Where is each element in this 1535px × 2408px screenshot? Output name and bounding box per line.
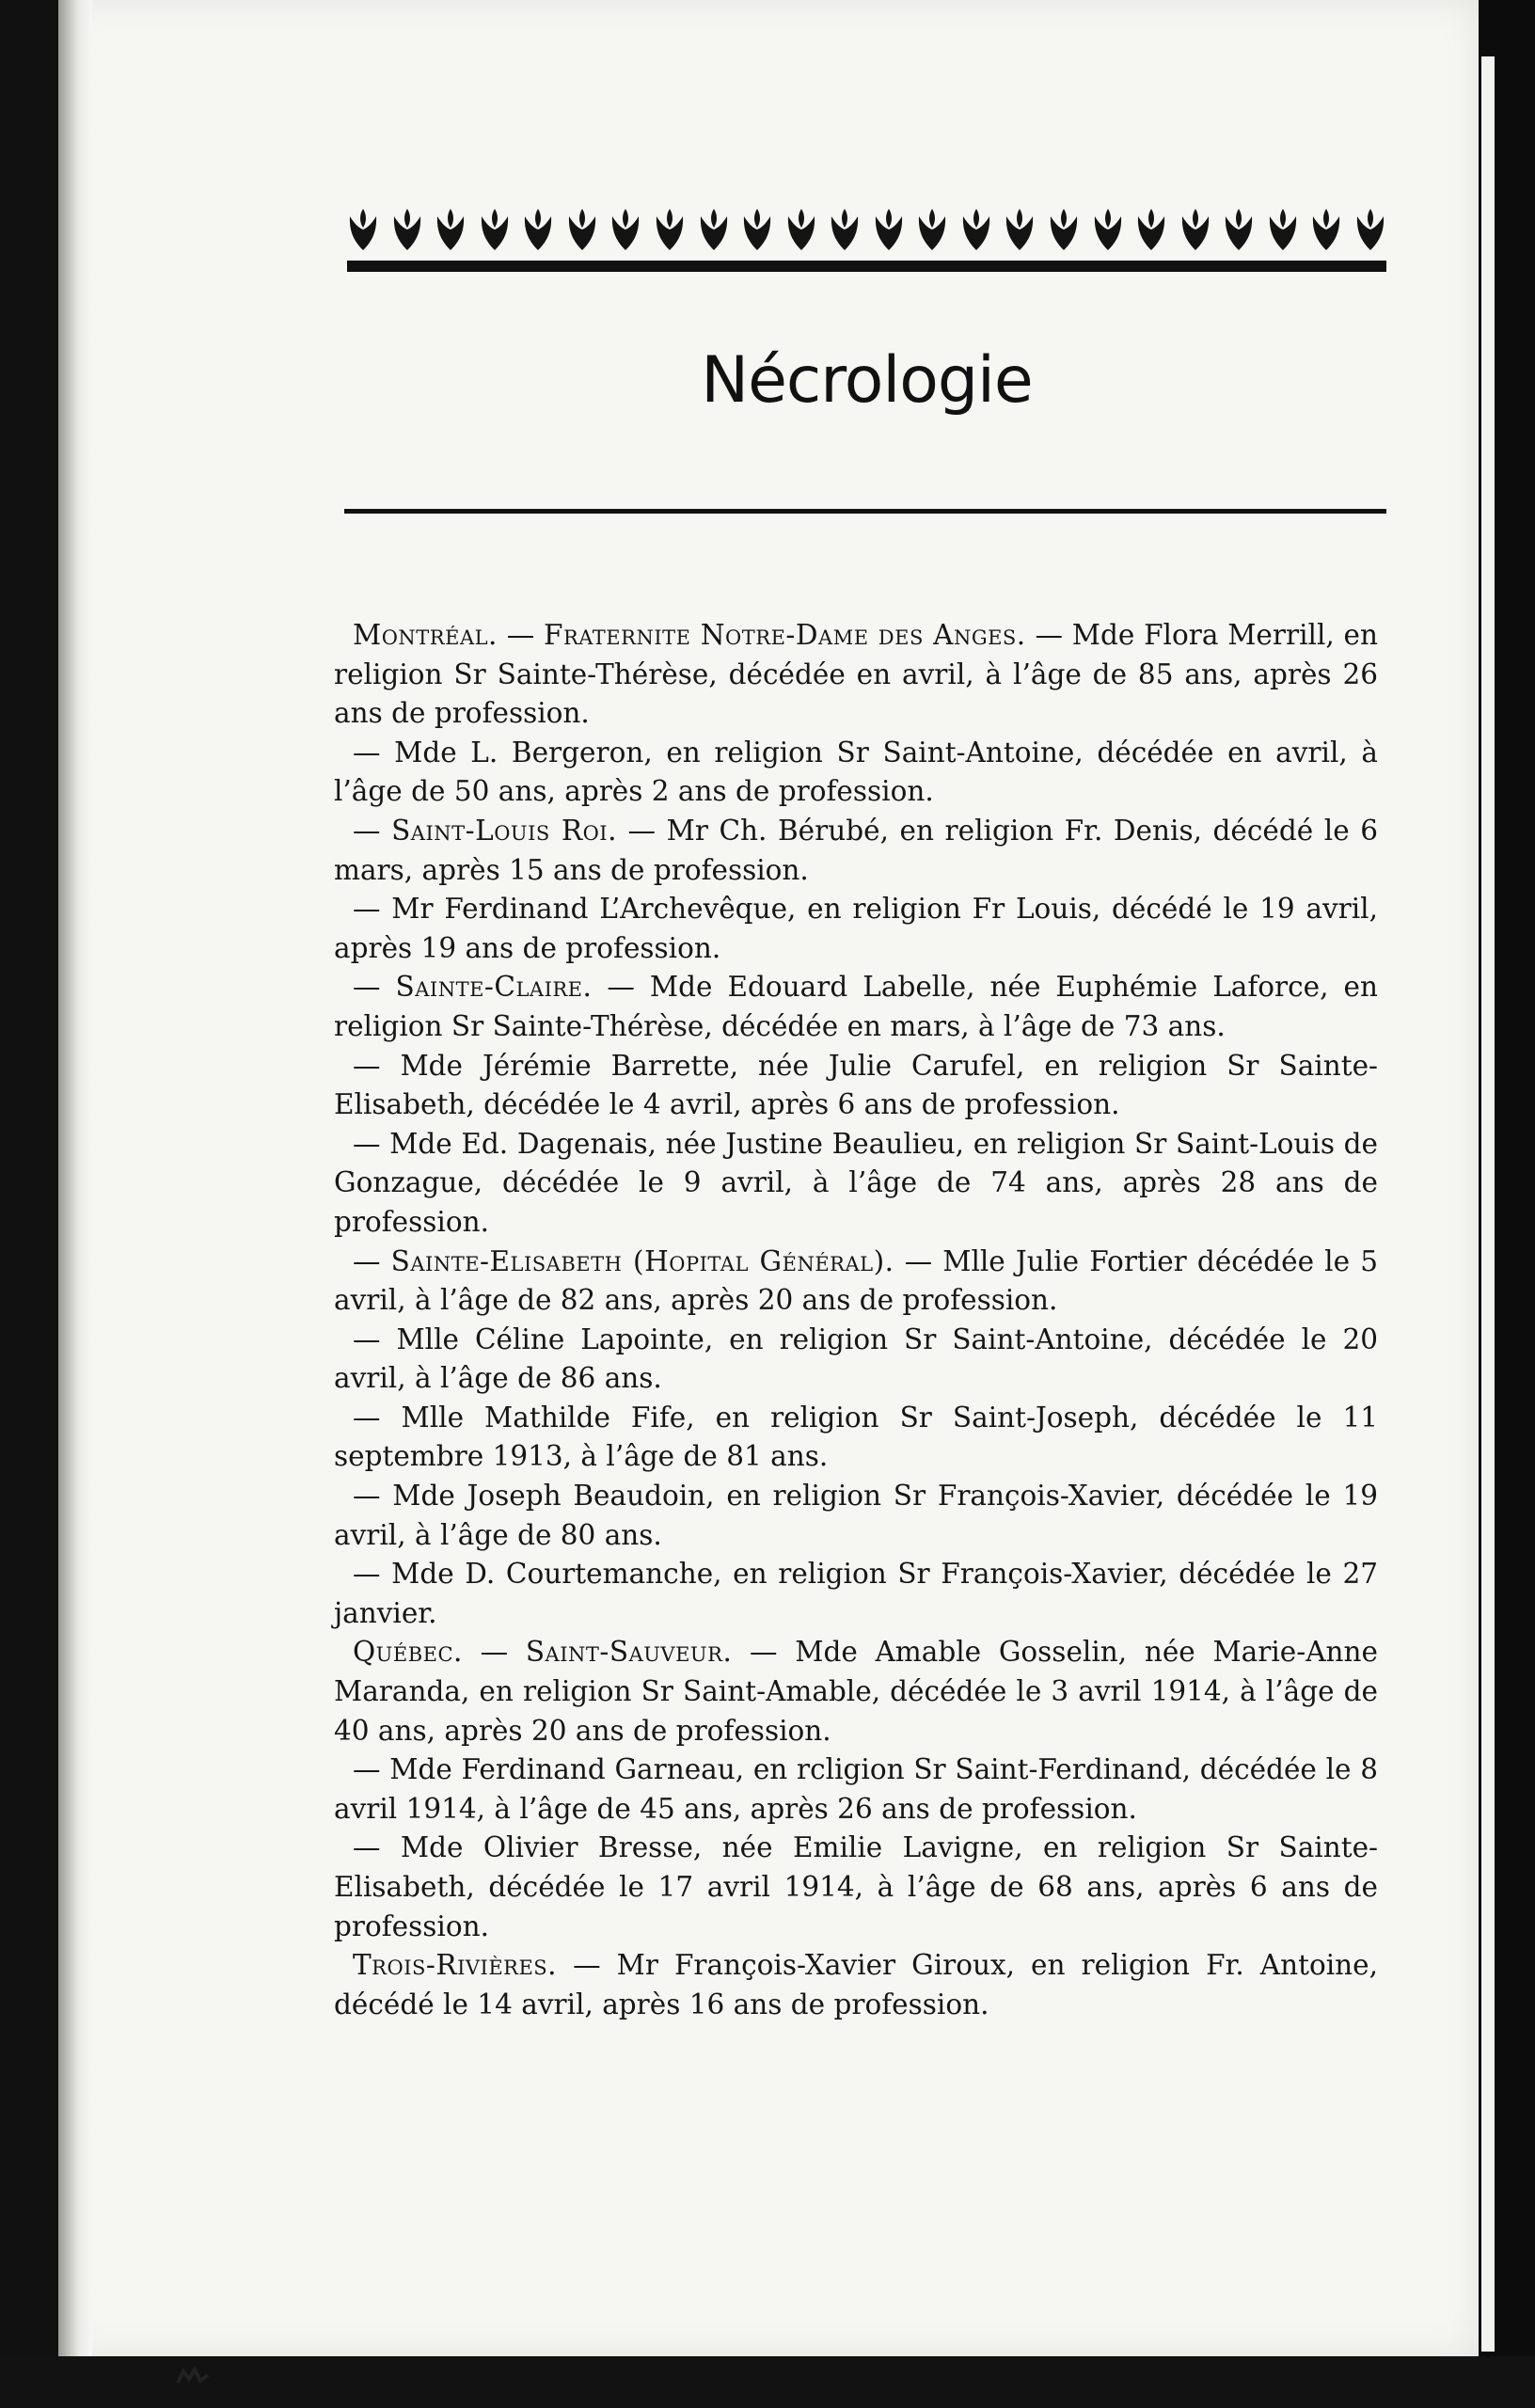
obituary-list: [334, 616, 1378, 2024]
obituary-entry: [334, 1243, 1378, 1321]
obituary-entry: [334, 1751, 1378, 1829]
entry-heading: Québec.: [353, 1636, 463, 1669]
tulip-icon: [1354, 209, 1386, 252]
tulip-border-ornament: [347, 198, 1386, 252]
tulip-icon: [522, 209, 554, 252]
entry-text: — Mde Joseph Beaudoin, en religion Sr François-Xavier, décédée le 19 avril, à l’âge de 80 ans.: [334, 1480, 1378, 1551]
entry-text: — Mde L. Bergeron, en religion Sr Saint-Antoine, décédée en avril, à l’âge de 50 ans, après 2 ans de profession.: [334, 736, 1378, 808]
tulip-icon: [654, 209, 686, 252]
tulip-icon: [916, 209, 948, 252]
entry-text: — Mde D. Courtemanche, en religion Sr François-Xavier, décédée le 27 janvier.: [334, 1558, 1378, 1629]
ornament-thick-rule: [347, 261, 1386, 272]
entry-text: — Mde Flora Merrill, en religion Sr Sainte-Thérèse, décédée en avril, à l’âge de 85 ans, après 26 ans de profession.: [334, 619, 1378, 730]
entry-subheading: Saint-Sauveur.: [525, 1636, 733, 1669]
entry-prefix: —: [353, 814, 392, 847]
facing-page-edge: [1481, 56, 1495, 2352]
obituary-entry: [334, 1633, 1378, 1751]
entry-text: — Mlle Mathilde Fife, en religion Sr Saint-Joseph, décédée le 11 septembre 1913, à l’âge de 81 ans.: [334, 1401, 1378, 1473]
tulip-icon: [1179, 209, 1211, 252]
obituary-entry: [334, 734, 1378, 812]
entry-subheading: Fraternite Notre-Dame des Anges.: [544, 619, 1026, 651]
entry-heading: Trois-Rivières.: [353, 1949, 558, 1982]
tulip-icon: [435, 209, 467, 252]
entry-prefix: —: [353, 971, 396, 1004]
obituary-entry: [334, 968, 1378, 1046]
entry-text: — Mlle Julie Fortier décédée le 5 avril, à l’âge de 82 ans, après 20 ans de profession.: [334, 1244, 1378, 1317]
obituary-entry: [334, 890, 1378, 968]
entry-text: — Mde Jérémie Barrette, née Julie Carufel, en religion Sr Sainte-Elisabeth, décédée le 4 avril, après 6 ans de profession.: [334, 1049, 1378, 1121]
entry-sep: —: [497, 619, 544, 651]
title-rule: [344, 509, 1386, 514]
tulip-icon: [1223, 209, 1255, 252]
entry-heading: Montréal.: [353, 619, 498, 651]
tulip-icon: [609, 209, 641, 252]
entry-sep: —: [462, 1636, 526, 1669]
tulip-icon: [829, 209, 861, 252]
obituary-entry: [334, 1399, 1378, 1477]
obituary-entry: [334, 1047, 1378, 1125]
tulip-icon: [1310, 209, 1342, 252]
tulip-icon: [1048, 209, 1080, 252]
tulip-icon: [741, 209, 773, 252]
tulip-icon: [1135, 209, 1167, 252]
tulip-icon: [1092, 209, 1124, 252]
tulip-icon: [1267, 209, 1299, 252]
obituary-entry: [334, 1321, 1378, 1399]
tulip-icon: [1004, 209, 1036, 252]
tulip-icon: [566, 209, 598, 252]
entry-text: — Mlle Céline Lapointe, en religion Sr Saint-Antoine, décédée le 20 avril, à l’âge de 86 ans.: [334, 1323, 1378, 1395]
obituary-entry: [334, 1555, 1378, 1633]
entry-heading: Sainte-Claire.: [395, 971, 593, 1004]
entry-text: — Mr François-Xavier Giroux, en religion Fr. Antoine, décédé le 14 avril, après 16 ans de profession.: [334, 1949, 1378, 2020]
page-gutter-shadow: [58, 0, 92, 2356]
tulip-icon: [960, 209, 992, 252]
scan-left-margin: [0, 0, 58, 2408]
scan-artifact-mark: [174, 2366, 212, 2388]
obituary-entry: [334, 1125, 1378, 1243]
obituary-entry: [334, 1477, 1378, 1555]
obituary-entry: [334, 1946, 1378, 2024]
obituary-entry: [334, 616, 1378, 734]
tulip-icon: [347, 209, 379, 252]
entry-text: — Mr Ch. Bérubé, en religion Fr. Denis, décédé le 6 mars, après 15 ans de profession.: [334, 814, 1379, 886]
entry-heading: Saint-Louis Roi.: [391, 814, 617, 847]
scan-bottom-margin: [0, 2356, 1535, 2408]
entry-text: — Mde Ed. Dagenais, née Justine Beaulieu, en religion Sr Saint-Louis de Gonzague, décédée le 9 avril, à l’âge de 74 ans, après 28 ans de profession.: [334, 1127, 1378, 1238]
tulip-icon: [391, 209, 423, 252]
entry-text: — Mde Amable Gosselin, née Marie-Anne Maranda, en religion Sr Saint-Amable, décédée le 3 avril 1914, à l’âge de 40 ans, après 20 ans de profession.: [334, 1636, 1378, 1747]
obituary-entry: [334, 1829, 1378, 1946]
entry-heading: Sainte-Elisabeth (Hopital Général).: [390, 1244, 894, 1277]
obituary-entry: [334, 812, 1378, 890]
entry-prefix: —: [353, 1244, 391, 1277]
tulip-icon: [785, 209, 817, 252]
tulip-icon: [698, 209, 730, 252]
tulip-icon: [479, 209, 511, 252]
entry-text: — Mde Ferdinand Garneau, en rcligion Sr Saint-Ferdinand, décédée le 8 avril 1914, à l’âge de 45 ans, après 26 ans de profession.: [334, 1753, 1378, 1825]
entry-text: — Mde Edouard Labelle, née Euphémie Laforce, en religion Sr Sainte-Thérèse, décédée en mars, à l’âge de 73 ans.: [334, 971, 1378, 1042]
entry-text: — Mr Ferdinand L’Archevêque, en religion Fr Louis, décédé le 19 avril, après 19 ans de profession.: [334, 893, 1378, 964]
tulip-icon: [873, 209, 905, 252]
page-title: Nécrologie: [701, 343, 1033, 418]
entry-text: — Mde Olivier Bresse, née Emilie Lavigne, en religion Sr Sainte-Elisabeth, décédée le 17 avril 1914, à l’âge de 68 ans, après 6 ans de profession.: [334, 1831, 1378, 1942]
